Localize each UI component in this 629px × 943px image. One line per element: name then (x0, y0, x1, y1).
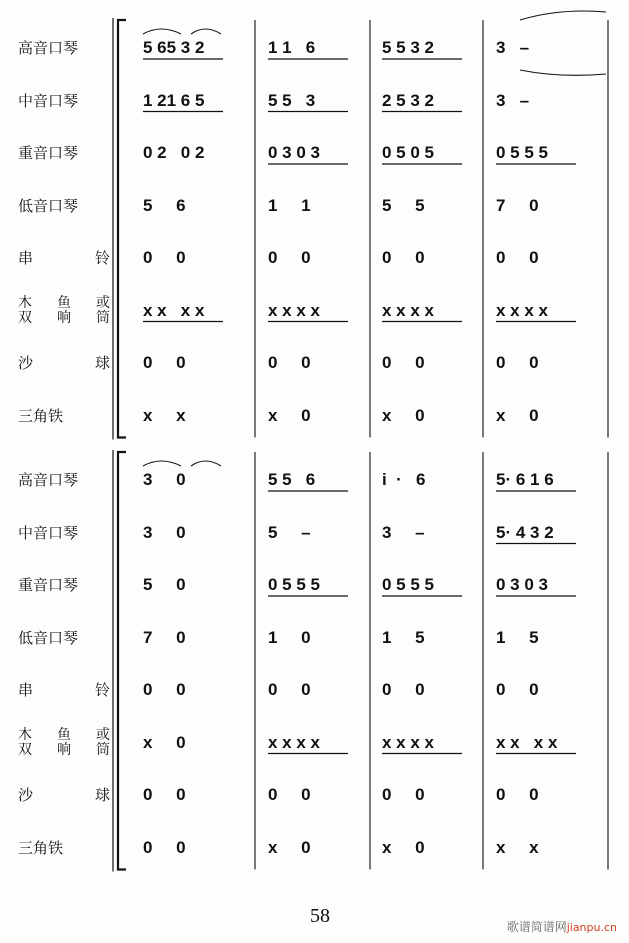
measure: 5· 4 3 2 (496, 522, 554, 542)
measure: x x x x (268, 300, 320, 320)
watermark-url: jianpu.cn (566, 921, 617, 934)
measure: x x (143, 405, 186, 425)
measure: 5 – (268, 522, 311, 542)
instrument-label-line: 木鱼或 (18, 294, 110, 311)
measure: x x x x (382, 300, 434, 320)
measure: x 0 (268, 405, 311, 425)
measure: 0 0 (382, 785, 425, 804)
measure: 0 3 0 3 (496, 575, 548, 594)
measure: 1 5 (496, 627, 539, 647)
measure: 0 0 (382, 353, 425, 372)
measure: 0 0 (496, 680, 539, 699)
instrument-label (18, 296, 110, 326)
measure: 5 0 (143, 575, 186, 594)
measure: x x x x (496, 732, 558, 752)
tie-line (520, 11, 606, 20)
measure: 0 0 (268, 680, 311, 699)
measure: 2 5 3 2 (382, 90, 434, 110)
instrument-label: 高音口琴 (18, 39, 79, 57)
slur (143, 29, 181, 34)
instrument-label: 沙球 (18, 786, 110, 804)
slur (191, 461, 221, 466)
measure: x 0 (496, 405, 539, 425)
system-bracket (118, 452, 126, 870)
page-number: 58 (310, 905, 330, 927)
measure: x x x x (268, 732, 320, 752)
measure: 5 6 (143, 195, 186, 215)
measure: x x x x (143, 300, 205, 320)
measure: 5· 6 1 6 (496, 470, 554, 489)
measure: 5 5 (382, 195, 425, 215)
measure: 3 – (496, 38, 530, 57)
instrument-label: 低音口琴 (18, 628, 79, 647)
instrument-label (18, 728, 110, 758)
measure: 0 0 (382, 680, 425, 699)
measure: 0 0 (143, 837, 186, 857)
measure: 0 0 (496, 353, 539, 372)
measure: 5 5 3 (268, 90, 316, 110)
measure: 0 0 (496, 248, 539, 267)
measure: 0 0 (143, 353, 186, 372)
measure: 3 0 (143, 522, 186, 542)
measure: x 0 (382, 405, 425, 425)
slur (191, 29, 221, 34)
watermark-text: 歌谱简谱网 (506, 920, 567, 934)
system-bracket (118, 20, 126, 438)
instrument-label-line: 双响筒 (18, 741, 110, 758)
measure: 0 0 (496, 785, 539, 804)
measure: 7 0 (143, 627, 186, 647)
measure: 5 5 6 (268, 470, 316, 489)
measure: 0 5 0 5 (382, 143, 434, 162)
measure: 1 0 (268, 627, 311, 647)
measure: 3 0 (143, 470, 186, 489)
instrument-label: 高音口琴 (18, 471, 79, 489)
measure: 0 5 5 5 (382, 575, 434, 594)
instrument-label: 中音口琴 (18, 91, 79, 110)
watermark (507, 918, 617, 935)
instrument-label: 中音口琴 (18, 523, 79, 542)
measure: 3 – (382, 522, 425, 542)
measure: 1 1 6 (268, 38, 316, 57)
measure: 1 5 (382, 627, 425, 647)
measure: x x x x (496, 300, 548, 320)
instrument-label: 串铃 (18, 681, 110, 699)
tie-line (520, 70, 606, 75)
measure: x 0 (382, 837, 425, 857)
measure: 5 5 3 2 (382, 38, 434, 57)
instrument-label: 三角铁 (18, 838, 64, 857)
measure: x x x x (382, 732, 434, 752)
measure: 1 1 (268, 195, 311, 215)
measure: 0 0 (268, 248, 311, 267)
instrument-label: 重音口琴 (18, 576, 79, 594)
measure: 0 0 (143, 248, 186, 267)
measure: 3 – (496, 90, 530, 110)
measure: 0 5 5 5 (268, 575, 320, 594)
measure: 0 5 5 5 (496, 143, 548, 162)
measure: x 0 (143, 732, 186, 752)
measure: 0 3 0 3 (268, 143, 320, 162)
instrument-label: 串铃 (18, 249, 110, 267)
measure: x 0 (268, 837, 311, 857)
instrument-label-line: 双响筒 (18, 309, 110, 326)
measure: 0 2 0 2 (143, 143, 205, 162)
measure: 0 0 (143, 680, 186, 699)
instrument-label-line: 木鱼或 (18, 726, 110, 743)
measure: 1 21 6 5 (143, 90, 205, 110)
slur (143, 461, 181, 466)
measure: x x (496, 837, 539, 857)
measure: i · 6 (382, 470, 426, 489)
instrument-label: 低音口琴 (18, 196, 79, 215)
instrument-label: 沙球 (18, 354, 110, 372)
instrument-label: 重音口琴 (18, 144, 79, 162)
measure: 0 0 (268, 785, 311, 804)
measure: 5 65 3 2 (143, 38, 205, 57)
measure: 0 0 (382, 248, 425, 267)
measure: 7 0 (496, 195, 539, 215)
measure: 0 0 (143, 785, 186, 804)
instrument-label: 三角铁 (18, 406, 64, 425)
measure: 0 0 (268, 353, 311, 372)
